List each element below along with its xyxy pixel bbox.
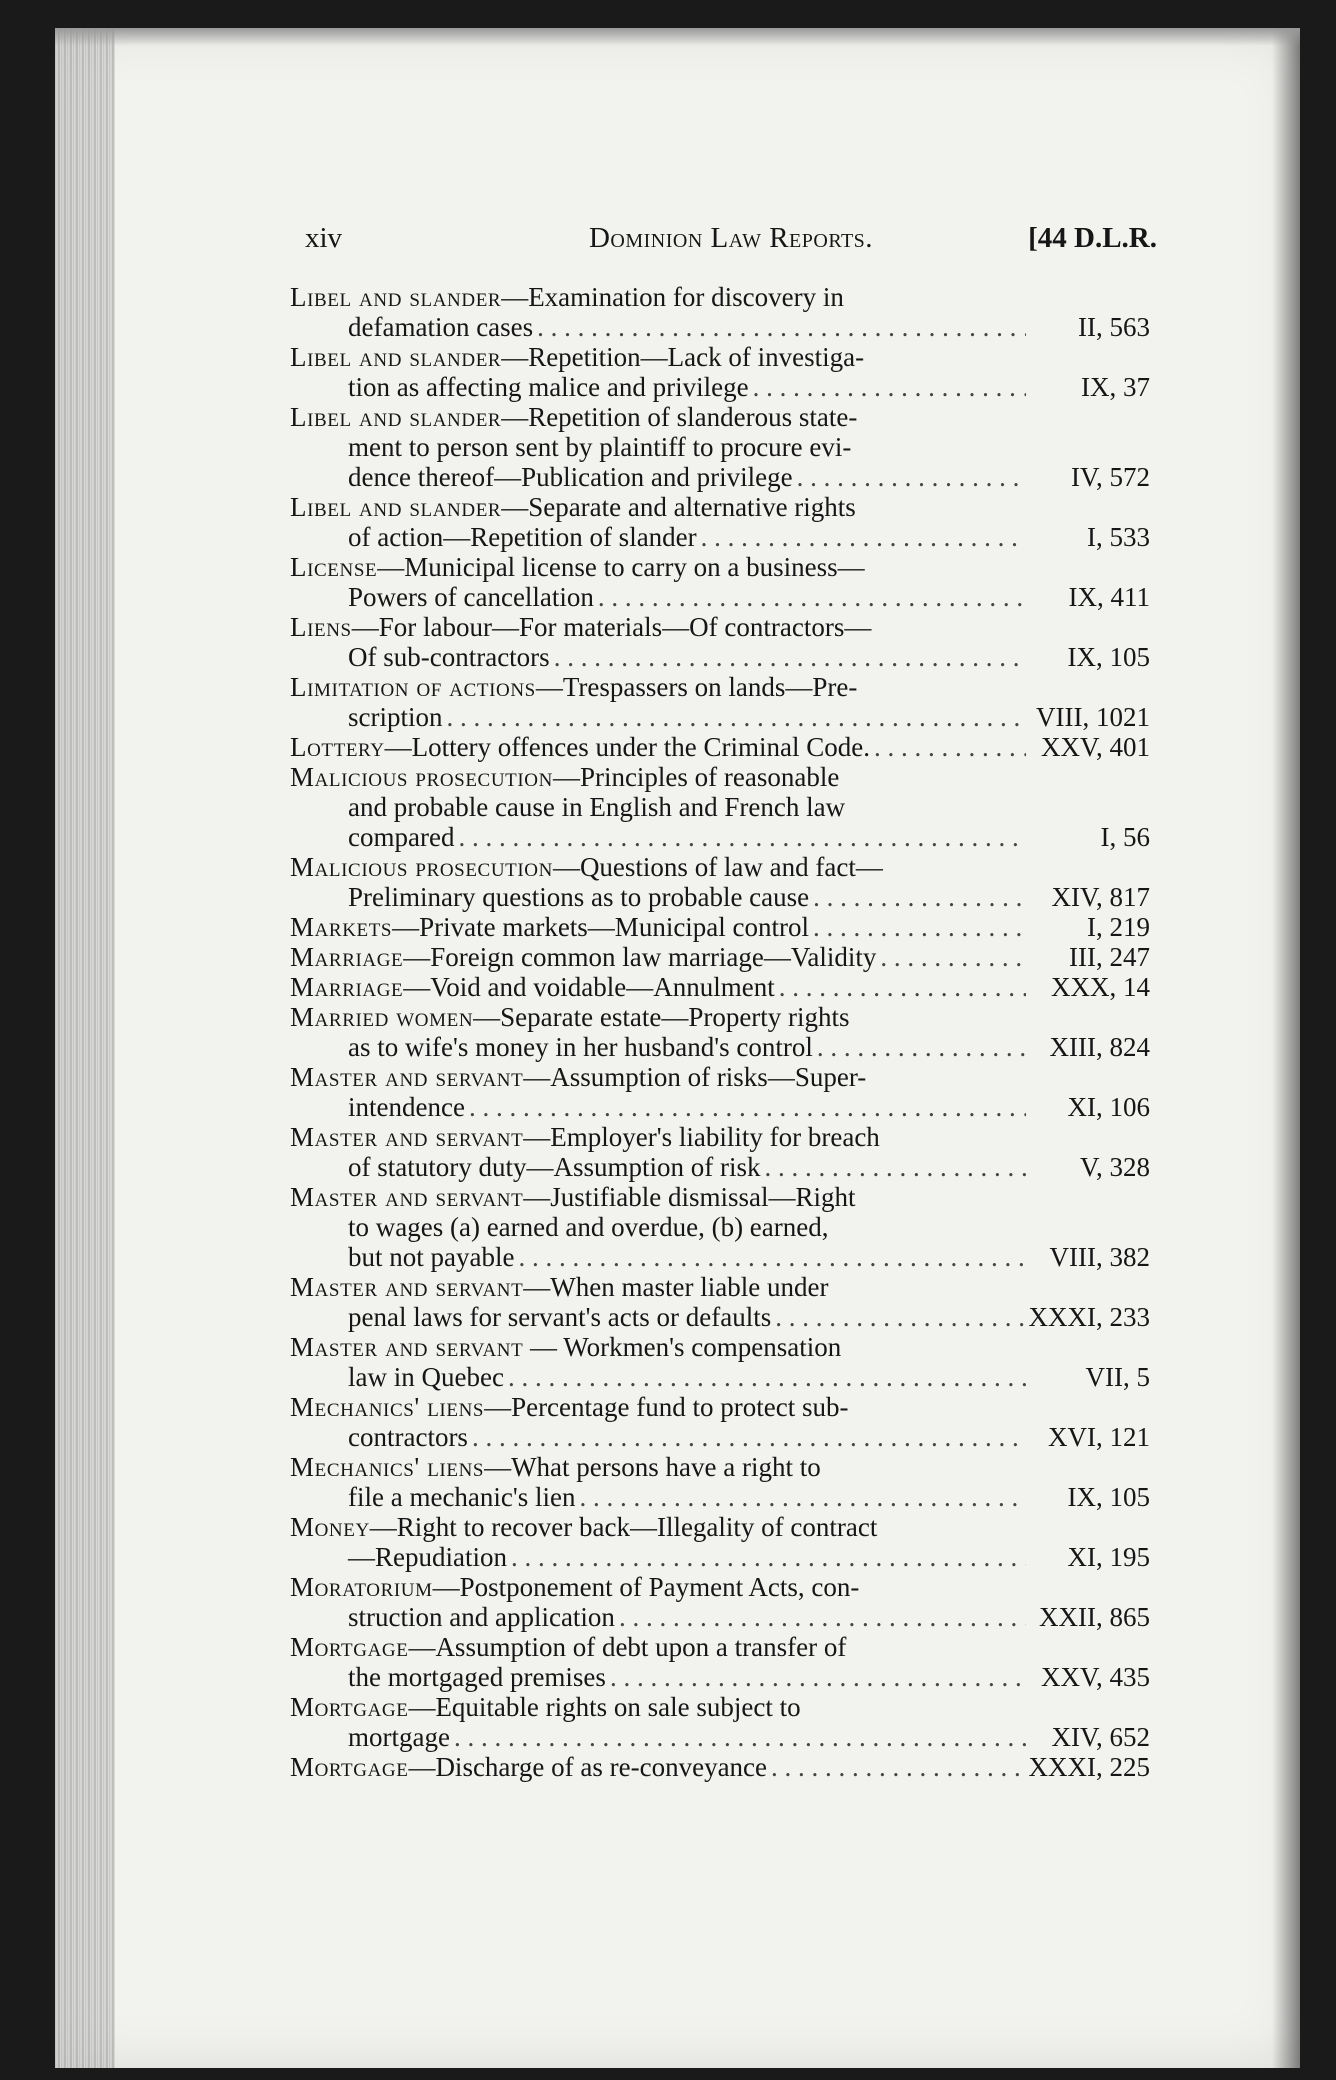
entry-line xyxy=(290,1602,1150,1632)
entry-text xyxy=(348,822,454,852)
entry-line-text: file a mechanic's lien xyxy=(348,1482,576,1512)
entry-headword: Marriage xyxy=(290,972,404,1002)
entry-headword: Mechanics' liens xyxy=(290,1452,485,1482)
index-entry xyxy=(290,1062,1150,1122)
entry-text xyxy=(348,1302,771,1332)
entry-line xyxy=(290,372,1150,402)
index-entry xyxy=(290,1632,1150,1692)
entry-text xyxy=(348,1362,504,1392)
entry-headword: Master and servant xyxy=(290,1272,524,1302)
volume-page-reference: II, 563 xyxy=(1078,312,1150,342)
entry-line xyxy=(290,1032,1150,1062)
entry-text xyxy=(290,1122,880,1152)
entry-line xyxy=(290,1152,1150,1182)
entry-text xyxy=(290,1062,866,1092)
dot-leader xyxy=(598,582,1026,612)
entry-text xyxy=(290,1332,841,1362)
entry-line xyxy=(290,972,1150,1002)
entry-headword: Malicious prosecution xyxy=(290,852,553,882)
entry-text xyxy=(348,1422,468,1452)
entry-line-text: —Foreign common law marriage—Validity xyxy=(403,942,877,972)
entry-line-text: contractors xyxy=(348,1422,468,1452)
entry-headword: License xyxy=(290,552,378,582)
dot-leader xyxy=(508,1362,1026,1392)
index-entry xyxy=(290,1392,1150,1452)
entry-line-text: —Repetition—Lack of investiga- xyxy=(501,342,865,372)
entry-line xyxy=(290,1542,1150,1572)
volume-page-reference: XXXI, 225 xyxy=(1028,1752,1150,1782)
entry-line xyxy=(290,642,1150,672)
dot-leader xyxy=(701,522,1026,552)
entry-text xyxy=(348,1722,450,1752)
entry-line xyxy=(290,1002,1150,1032)
entry-text xyxy=(290,612,871,642)
entry-line xyxy=(290,312,1150,342)
volume-page-reference: IV, 572 xyxy=(1070,462,1150,492)
volume-page-reference: XIV, 652 xyxy=(1051,1722,1150,1752)
dot-leader xyxy=(454,1722,1026,1752)
entry-line-text: —Municipal license to carry on a business— xyxy=(377,552,865,582)
entry-line-text: —Employer's liability for breach xyxy=(523,1122,880,1152)
entry-headword: Libel and slander xyxy=(290,492,502,522)
entry-line-text: as to wife's money in her husband's control xyxy=(348,1032,813,1062)
entry-text xyxy=(290,1182,856,1212)
entry-line xyxy=(290,1182,1150,1212)
entry-line xyxy=(290,882,1150,912)
entry-line-text: —Assumption of debt upon a transfer of xyxy=(408,1632,847,1662)
dot-leader xyxy=(765,1152,1027,1182)
index-entry xyxy=(290,732,1150,762)
entry-headword: Marriage xyxy=(290,942,404,972)
entry-text xyxy=(290,342,864,372)
entry-line xyxy=(290,402,1150,432)
entry-headword: Malicious prosecution xyxy=(290,762,553,792)
index-entry xyxy=(290,1692,1150,1752)
entry-text xyxy=(290,1572,859,1602)
entry-headword: Married women xyxy=(290,1002,474,1032)
entry-text xyxy=(348,582,594,612)
entry-line xyxy=(290,1452,1150,1482)
dot-leader xyxy=(813,912,1026,942)
dot-leader xyxy=(610,1662,1026,1692)
index-entry xyxy=(290,1332,1150,1392)
volume-page-reference: VIII, 1021 xyxy=(1036,702,1150,732)
entry-headword: Mortgage xyxy=(290,1692,409,1722)
volume-page-reference: VII, 5 xyxy=(1085,1362,1150,1392)
entry-line xyxy=(290,1512,1150,1542)
volume-page-reference: XXV, 401 xyxy=(1040,732,1150,762)
entry-line xyxy=(290,1632,1150,1662)
index-entry xyxy=(290,612,1150,672)
entry-headword: Libel and slander xyxy=(290,282,502,312)
entry-headword: Liens xyxy=(290,612,352,642)
dot-leader xyxy=(771,1752,1024,1782)
volume-page-reference: I, 533 xyxy=(1087,522,1150,552)
entry-text xyxy=(348,1212,829,1242)
entry-line-text: —Postponement of Payment Acts, con- xyxy=(432,1572,860,1602)
page-gutter-shadow xyxy=(1272,28,1300,2068)
entry-line-text: —When master liable under xyxy=(523,1272,829,1302)
entry-line-text: ment to person sent by plaintiff to procure evi- xyxy=(348,432,852,462)
dot-leader xyxy=(554,642,1026,672)
volume-page-reference: IX, 105 xyxy=(1067,1482,1150,1512)
entry-text xyxy=(290,732,870,762)
dot-leader xyxy=(779,972,1026,1002)
index-entry xyxy=(290,342,1150,402)
entry-text xyxy=(290,972,775,1002)
volume-reference: [44 D.L.R. xyxy=(1028,222,1157,254)
running-header xyxy=(305,218,1157,258)
index-entry xyxy=(290,1752,1150,1782)
entry-line-text: —Repudiation xyxy=(348,1542,507,1572)
entry-text xyxy=(348,1032,813,1062)
volume-page-reference: XVI, 121 xyxy=(1048,1422,1150,1452)
entry-text xyxy=(290,912,809,942)
entry-line xyxy=(290,1752,1150,1782)
entry-line-text: —For labour—For materials—Of contractors— xyxy=(351,612,872,642)
entry-text xyxy=(348,1602,615,1632)
entry-text xyxy=(348,702,443,732)
entry-headword: Mortgage xyxy=(290,1752,409,1782)
entry-line xyxy=(290,1332,1150,1362)
entry-line xyxy=(290,732,1150,762)
entry-line xyxy=(290,822,1150,852)
entry-line-text: —What persons have a right to xyxy=(484,1452,821,1482)
entry-text xyxy=(348,1242,514,1272)
entry-text xyxy=(290,1272,828,1302)
dot-leader xyxy=(619,1602,1026,1632)
entry-line xyxy=(290,342,1150,372)
entry-line-text: —Examination for discovery in xyxy=(501,282,844,312)
index-entry xyxy=(290,672,1150,732)
entry-line-text: —Separate and alternative rights xyxy=(501,492,856,522)
entry-line xyxy=(290,432,1150,462)
index-entry xyxy=(290,912,1150,942)
entry-text xyxy=(290,762,839,792)
entry-headword: Money xyxy=(290,1512,370,1542)
entry-line-text: but not payable xyxy=(348,1242,515,1272)
entry-text xyxy=(348,792,845,822)
entry-line xyxy=(290,1242,1150,1272)
entry-text xyxy=(348,522,697,552)
page-top-shadow xyxy=(55,28,1300,46)
entry-line xyxy=(290,1212,1150,1242)
dot-leader xyxy=(874,732,1026,762)
entry-line xyxy=(290,1572,1150,1602)
entry-line-text: —Discharge of as re-conveyance xyxy=(408,1752,768,1782)
entry-headword: Master and servant xyxy=(290,1182,524,1212)
entry-text xyxy=(290,1632,846,1662)
entry-line xyxy=(290,1662,1150,1692)
entry-line-text: —Percentage fund to protect sub- xyxy=(484,1392,849,1422)
entry-line xyxy=(290,942,1150,972)
entry-line xyxy=(290,1692,1150,1722)
entry-headword: Mortgage xyxy=(290,1632,409,1662)
entry-line xyxy=(290,582,1150,612)
dot-leader xyxy=(537,312,1026,342)
entry-headword: Libel and slander xyxy=(290,342,502,372)
entry-line xyxy=(290,1392,1150,1422)
dot-leader xyxy=(469,1092,1026,1122)
entry-text xyxy=(348,312,533,342)
entry-line-text: compared xyxy=(348,822,455,852)
entry-headword: Markets xyxy=(290,912,393,942)
entry-line-text: —Questions of law and fact— xyxy=(552,852,883,882)
entry-text xyxy=(290,1752,767,1782)
entry-line xyxy=(290,612,1150,642)
entry-headword: Libel and slander xyxy=(290,402,502,432)
entry-headword: Limitation of actions xyxy=(290,672,536,702)
entry-line-text: of action—Repetition of slander xyxy=(348,522,697,552)
index-entry xyxy=(290,1272,1150,1332)
entry-line xyxy=(290,762,1150,792)
entry-line xyxy=(290,492,1150,522)
entry-text xyxy=(348,432,851,462)
entry-line-text: penal laws for servant's acts or defaults xyxy=(348,1302,772,1332)
entry-line-text: defamation cases xyxy=(348,312,534,342)
entry-line xyxy=(290,1302,1150,1332)
entry-text xyxy=(290,492,856,522)
entry-line-text: —Separate estate—Property rights xyxy=(473,1002,850,1032)
index-entry xyxy=(290,1122,1150,1182)
entry-text xyxy=(348,1152,761,1182)
entry-line-text: —Trespassers on lands—Pre- xyxy=(535,672,858,702)
entry-line-text: —Assumption of risks—Super- xyxy=(523,1062,867,1092)
dot-leader xyxy=(775,1302,1024,1332)
entry-line-text: Of sub-contractors xyxy=(348,642,550,672)
index-entry xyxy=(290,942,1150,972)
entry-line-text: law in Quebec xyxy=(348,1362,504,1392)
dot-leader xyxy=(458,822,1026,852)
dot-leader xyxy=(580,1482,1026,1512)
entry-text xyxy=(290,1692,801,1722)
index-entry xyxy=(290,1572,1150,1632)
entry-text xyxy=(348,1542,507,1572)
volume-page-reference: XXII, 865 xyxy=(1039,1602,1150,1632)
entry-line-text: —Justifiable dismissal—Right xyxy=(523,1182,856,1212)
page-number: xiv xyxy=(305,222,343,254)
volume-page-reference: IX, 37 xyxy=(1081,372,1150,402)
page-title: Dominion Law Reports. xyxy=(588,222,874,254)
entry-line xyxy=(290,912,1150,942)
entry-headword: Mechanics' liens xyxy=(290,1392,485,1422)
entry-text xyxy=(290,282,844,312)
entry-text xyxy=(290,552,865,582)
entry-line xyxy=(290,1272,1150,1302)
entry-line-text: dence thereof—Publication and privilege xyxy=(348,462,793,492)
entry-line xyxy=(290,1482,1150,1512)
volume-page-reference: XIV, 817 xyxy=(1051,882,1150,912)
index-entry xyxy=(290,1512,1150,1572)
entry-line-text: Powers of cancellation xyxy=(348,582,594,612)
entry-line xyxy=(290,1722,1150,1752)
dot-leader xyxy=(511,1542,1026,1572)
entry-line xyxy=(290,672,1150,702)
entry-line-text: to wages (a) earned and overdue, (b) earned, xyxy=(348,1212,829,1242)
entry-text xyxy=(348,1662,606,1692)
entry-line-text: —Principles of reasonable xyxy=(552,762,840,792)
entry-line xyxy=(290,702,1150,732)
volume-page-reference: IX, 105 xyxy=(1067,642,1150,672)
index-entry xyxy=(290,762,1150,852)
index-entry xyxy=(290,1182,1150,1272)
entry-text xyxy=(290,1002,850,1032)
index-entry xyxy=(290,1002,1150,1062)
entry-line xyxy=(290,792,1150,822)
dot-leader xyxy=(880,942,1026,972)
entry-line-text: of statutory duty—Assumption of risk xyxy=(348,1152,761,1182)
entry-text xyxy=(348,372,749,402)
volume-page-reference: VIII, 382 xyxy=(1049,1242,1150,1272)
entry-line-text: intendence xyxy=(348,1092,465,1122)
volume-page-reference: XXXI, 233 xyxy=(1028,1302,1150,1332)
entry-line-text: Preliminary questions as to probable cause xyxy=(348,882,810,912)
entry-text xyxy=(348,1092,465,1122)
entry-line-text: mortgage xyxy=(348,1722,450,1752)
entry-line xyxy=(290,1062,1150,1092)
entry-line-text: —Repetition of slanderous state- xyxy=(501,402,858,432)
entry-text xyxy=(290,672,857,702)
entry-line xyxy=(290,552,1150,582)
entry-line xyxy=(290,1422,1150,1452)
entry-line-text: — Workmen's compensation xyxy=(523,1332,842,1362)
volume-page-reference: XIII, 824 xyxy=(1049,1032,1150,1062)
entry-line xyxy=(290,1092,1150,1122)
volume-page-reference: III, 247 xyxy=(1069,942,1150,972)
entry-headword: Lottery xyxy=(290,732,385,762)
volume-page-reference: XI, 195 xyxy=(1067,1542,1150,1572)
entry-text xyxy=(348,882,809,912)
page-stack-edge xyxy=(55,28,115,2068)
index-entries xyxy=(290,282,1150,1782)
volume-page-reference: XXX, 14 xyxy=(1051,972,1150,1002)
entry-text xyxy=(348,462,793,492)
entry-headword: Master and servant xyxy=(290,1122,524,1152)
entry-headword: Master and servant xyxy=(290,1332,524,1362)
index-entry xyxy=(290,492,1150,552)
index-entry xyxy=(290,852,1150,912)
entry-line-text: struction and application xyxy=(348,1602,615,1632)
volume-page-reference: IX, 411 xyxy=(1068,582,1150,612)
dot-leader xyxy=(797,462,1026,492)
entry-line xyxy=(290,462,1150,492)
entry-line-text: scription xyxy=(348,702,443,732)
entry-line xyxy=(290,522,1150,552)
entry-line-text: tion as affecting malice and privilege xyxy=(348,372,749,402)
index-entry xyxy=(290,402,1150,492)
dot-leader xyxy=(813,882,1026,912)
entry-line-text: —Equitable rights on sale subject to xyxy=(408,1692,801,1722)
volume-page-reference: V, 328 xyxy=(1079,1152,1150,1182)
entry-text xyxy=(290,402,857,432)
entry-headword: Moratorium xyxy=(290,1572,433,1602)
index-entry xyxy=(290,552,1150,612)
entry-text xyxy=(348,1482,576,1512)
index-entry xyxy=(290,282,1150,342)
entry-line-text: —Private markets—Municipal control xyxy=(392,912,810,942)
entry-text xyxy=(290,852,883,882)
dot-leader xyxy=(518,1242,1026,1272)
index-entry xyxy=(290,1452,1150,1512)
entry-text xyxy=(348,642,550,672)
entry-line-text: —Right to recover back—Illegality of contract xyxy=(369,1512,878,1542)
entry-line xyxy=(290,282,1150,312)
entry-line xyxy=(290,1362,1150,1392)
entry-line-text: the mortgaged premises xyxy=(348,1662,606,1692)
entry-text xyxy=(290,1512,877,1542)
entry-text xyxy=(290,1392,848,1422)
dot-leader xyxy=(472,1422,1026,1452)
entry-text xyxy=(290,942,876,972)
entry-line-text: —Lottery offences under the Criminal Code. xyxy=(384,732,870,762)
entry-line-text: and probable cause in English and French law xyxy=(348,792,846,822)
entry-line xyxy=(290,1122,1150,1152)
entry-line-text: —Void and voidable—Annulment xyxy=(403,972,775,1002)
entry-text xyxy=(290,1452,821,1482)
volume-page-reference: I, 219 xyxy=(1087,912,1150,942)
volume-page-reference: I, 56 xyxy=(1100,822,1150,852)
entry-headword: Master and servant xyxy=(290,1062,524,1092)
dot-leader xyxy=(447,702,1027,732)
index-entry xyxy=(290,972,1150,1002)
entry-line xyxy=(290,852,1150,882)
dot-leader xyxy=(817,1032,1026,1062)
volume-page-reference: XI, 106 xyxy=(1067,1092,1150,1122)
dot-leader xyxy=(753,372,1026,402)
volume-page-reference: XXV, 435 xyxy=(1040,1662,1150,1692)
